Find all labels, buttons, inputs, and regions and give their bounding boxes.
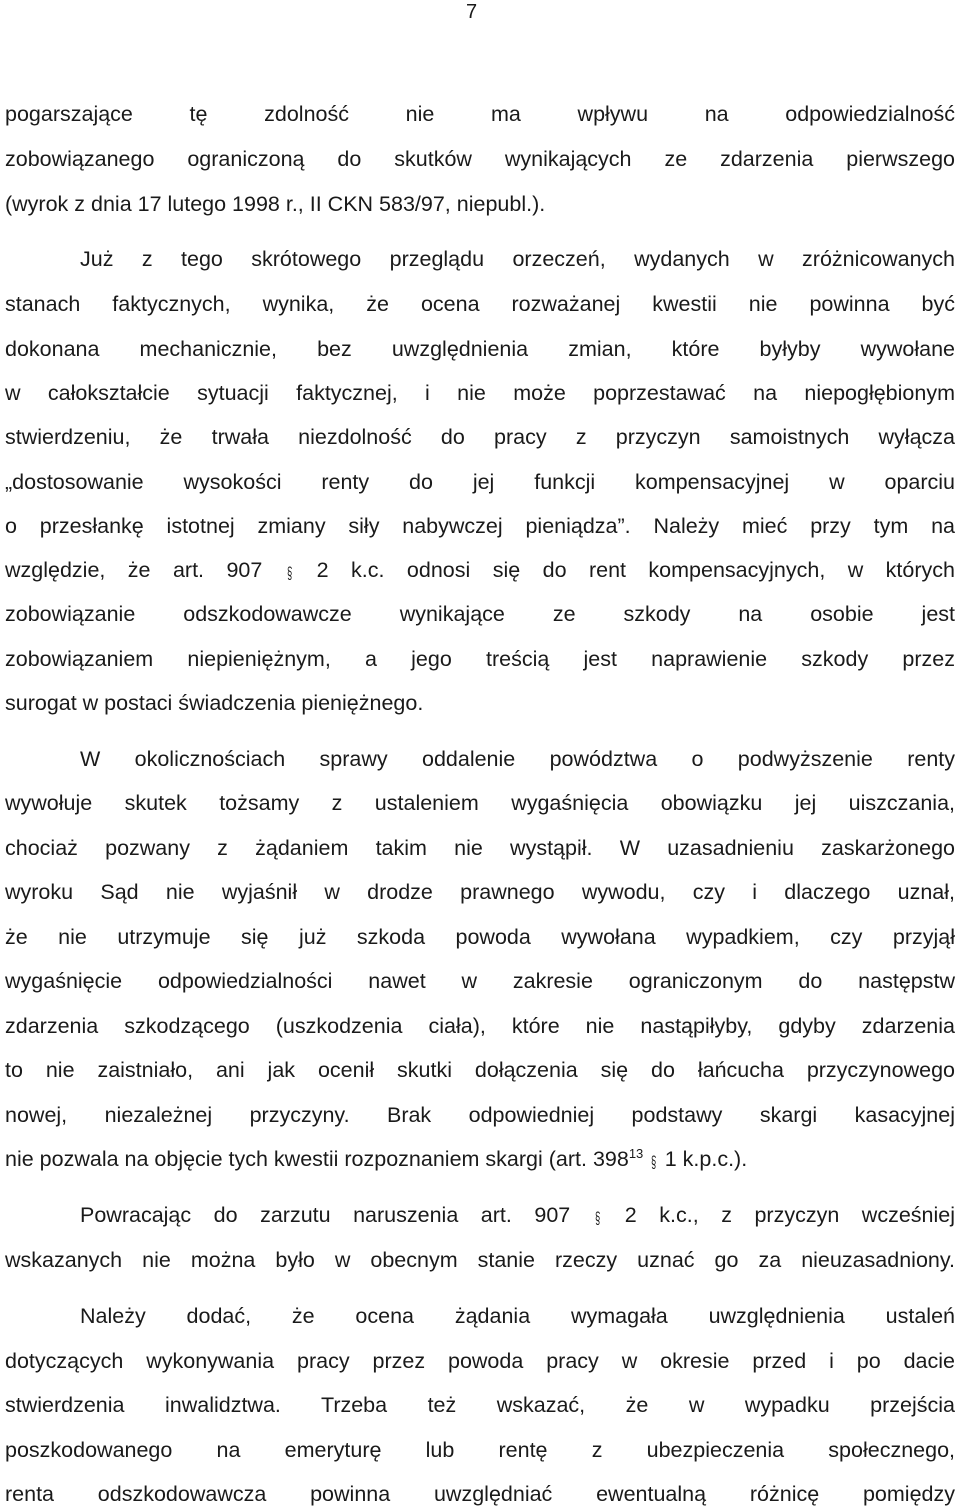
line-segment: Powracając do zarzutu naruszenia art. 907 xyxy=(80,1203,571,1227)
text-line xyxy=(5,1144,955,1174)
text-line: (wyrok z dnia 17 lutego 1998 r., II CKN 583/97, niepubl.). xyxy=(5,192,546,216)
text-line: dotyczących wykonywania pracy przez powoda pracy w okresie przed i po dacie xyxy=(5,1349,955,1373)
line-segment: względzie, że art. 907 xyxy=(5,558,263,582)
text-line: zdarzenia szkodzącego (uszkodzenia ciała), które nie nastąpiłyby, gdyby zdarzenia xyxy=(5,1014,955,1038)
text-line xyxy=(80,1200,955,1230)
text-line: że nie utrzymuje się już szkoda powoda wywołana wypadkiem, czy przyjął xyxy=(5,925,955,949)
text-line: dokonana mechanicznie, bez uwzględnienia zmian, które byłyby wywołane xyxy=(5,337,955,361)
line-segment: 2 k.c. odnosi się do rent kompensacyjnych, w których xyxy=(316,558,955,582)
text-line: nowej, niezależnej przyczyny. Brak odpowiedniej podstawy skargi kasacyjnej xyxy=(5,1103,955,1127)
text-line: wygaśnięcie odpowiedzialności nawet w zakresie ograniczonym do następstw xyxy=(5,969,955,993)
section-sign-icon: § xyxy=(286,564,293,583)
text-line: zobowiązaniem niepieniężnym, a jego treścią jest naprawienie szkody przez xyxy=(5,647,955,671)
text-line: chociaż pozwany z żądaniem takim nie wystąpił. W uzasadnieniu zaskarżonego xyxy=(5,836,955,860)
line-segment: nie pozwala na objęcie tych kwestii rozpoznaniem skargi (art. 398 xyxy=(5,1147,629,1171)
text-line: Już z tego skrótowego przeglądu orzeczeń, wydanych w zróżnicowanych xyxy=(80,247,955,271)
text-line: W okolicznościach sprawy oddalenie powództwa o podwyższenie renty xyxy=(80,747,955,771)
text-line xyxy=(5,555,955,585)
text-line: poszkodowanego na emeryturę lub rentę z ubezpieczenia społecznego, xyxy=(5,1438,955,1462)
text-line: stanach faktycznych, wynika, że ocena rozważanej kwestii nie powinna być xyxy=(5,292,955,316)
text-line: o przesłankę istotnej zmiany siły nabywczej pieniądza”. Należy mieć przy tym na xyxy=(5,514,955,538)
text-line: wskazanych nie można było w obecnym stanie rzeczy uznać go za nieuzasadniony. xyxy=(5,1248,955,1272)
text-line: stwierdzeniu, że trwała niezdolność do pracy z przyczyn samoistnych wyłącza xyxy=(5,425,955,449)
line-segment: 2 k.c., z przyczyn wcześniej xyxy=(624,1203,955,1227)
text-line: pogarszające tę zdolność nie ma wpływu na odpowiedzialność xyxy=(5,102,955,126)
section-sign-icon: § xyxy=(594,1209,601,1228)
text-line: zobowiązanego ograniczoną do skutków wynikających ze zdarzenia pierwszego xyxy=(5,147,955,171)
text-line: renta odszkodowawcza powinna uwzględniać ewentualną różnicę pomiędzy xyxy=(5,1482,955,1506)
page-number: 7 xyxy=(466,1,478,23)
text-line: surogat w postaci świadczenia pieniężnego. xyxy=(5,691,424,715)
text-line: Należy dodać, że ocena żądania wymagała uwzględnienia ustaleń xyxy=(80,1304,955,1328)
line-segment: 1 k.p.c.). xyxy=(664,1147,748,1171)
section-sign-icon: § xyxy=(651,1153,657,1172)
text-line: stwierdzenia inwalidztwa. Trzeba też wskazać, że w wypadku przejścia xyxy=(5,1393,955,1417)
text-line: „dostosowanie wysokości renty do jej funkcji kompensacyjnej w oparciu xyxy=(5,470,955,494)
text-line: w całokształcie sytuacji faktycznej, i nie może poprzestawać na niepogłębionym xyxy=(5,381,955,405)
superscript: 13 xyxy=(628,1145,644,1161)
text-line: zobowiązanie odszkodowawcze wynikające ze szkody na osobie jest xyxy=(5,602,955,626)
text-line: wyroku Sąd nie wyjaśnił w drodze prawnego wywodu, czy i dlaczego uznał, xyxy=(5,880,955,904)
text-line: wywołuje skutek tożsamy z ustaleniem wygaśnięcia obowiązku jej uiszczania, xyxy=(5,791,955,815)
text-line: to nie zaistniało, ani jak ocenił skutki dołączenia się do łańcucha przyczynowego xyxy=(5,1058,955,1082)
